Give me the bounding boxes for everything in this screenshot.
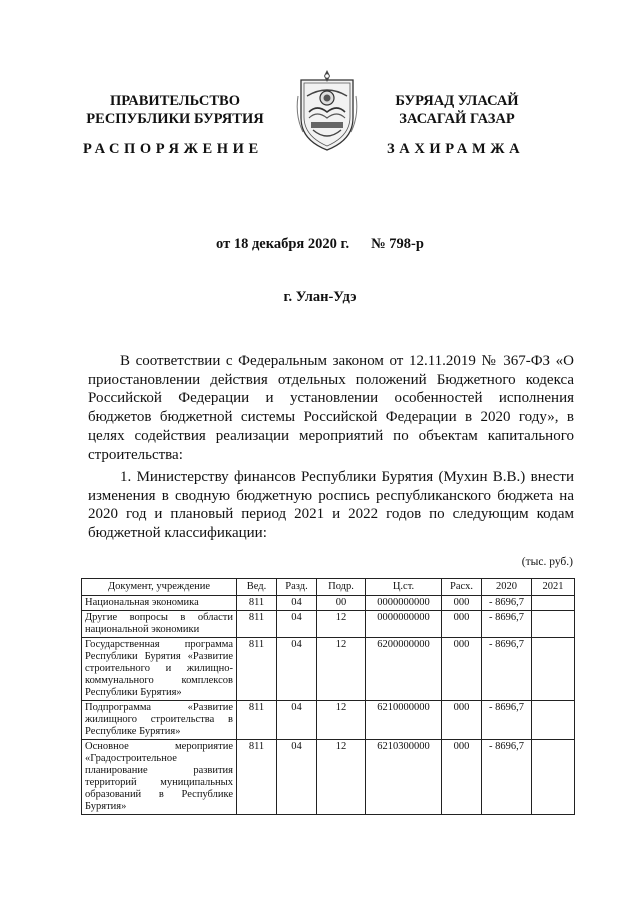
order-date: от 18 декабря 2020 г. [216,236,350,252]
cell-document: Другие вопросы в области национальной экономики [82,611,237,638]
cell-2021 [532,638,575,701]
cell-expense-type: 000 [442,611,482,638]
cell-subsection: 00 [317,596,366,611]
cell-2020: - 8696,7 [482,611,532,638]
table-row [82,611,575,638]
order-city: г. Улан-Удэ [283,289,357,305]
cell-target-article: 6210300000 [366,740,442,815]
cell-2020: - 8696,7 [482,740,532,815]
table-row [82,596,575,611]
cell-expense-type: 000 [442,638,482,701]
org-name-buryat-line1: БУРЯАД УЛАСАЙ [395,93,519,109]
header-year-2021: 2021 [532,579,575,596]
cell-target-article: 0000000000 [366,596,442,611]
cell-section: 04 [277,701,317,740]
table-header-row [82,579,575,596]
cell-document: Подпрограмма «Развитие жилищного строительства в Республике Бурятия» [82,701,237,740]
budget-classification-table [81,578,575,815]
header-subsection: Подр. [317,579,366,596]
cell-target-article: 6200000000 [366,638,442,701]
cell-expense-type: 000 [442,701,482,740]
republic-of-buryatia-coat-of-arms-icon [295,66,359,152]
table-row [82,638,575,701]
cell-section: 04 [277,638,317,701]
cell-section: 04 [277,596,317,611]
cell-expense-type: 000 [442,596,482,611]
government-header-russian [75,92,275,128]
cell-department: 811 [237,740,277,815]
cell-2021 [532,740,575,815]
cell-2021 [532,596,575,611]
cell-2020: - 8696,7 [482,638,532,701]
cell-department: 811 [237,638,277,701]
cell-department: 811 [237,701,277,740]
cell-subsection: 12 [317,740,366,815]
header-expense-type: Расх. [442,579,482,596]
cell-target-article: 0000000000 [366,611,442,638]
document-kind-buryat: ЗАХИРАМЖА [387,141,525,157]
government-header-buryat [372,92,542,128]
cell-2021 [532,701,575,740]
header-year-2020: 2020 [482,579,532,596]
order-number: № 798-р [371,236,424,252]
cell-subsection: 12 [317,611,366,638]
cell-2020: - 8696,7 [482,596,532,611]
cell-2020: - 8696,7 [482,701,532,740]
cell-subsection: 12 [317,638,366,701]
cell-document: Национальная экономика [82,596,237,611]
cell-subsection: 12 [317,701,366,740]
org-name-line1: ПРАВИТЕЛЬСТВО [110,93,240,109]
cell-section: 04 [277,611,317,638]
cell-document: Государственная программа Республики Бурятия «Развитие строительного и жилищно-коммунального комплексов Республики Бурятия» [82,638,237,701]
cell-2021 [532,611,575,638]
table-row [82,701,575,740]
org-name-line2: РЕСПУБЛИКИ БУРЯТИЯ [86,111,264,127]
cell-document: Основное мероприятие «Градостроительное планирование развития территорий муниципальных образований в Республике Бурятия» [82,740,237,815]
cell-department: 811 [237,611,277,638]
header-section: Разд. [277,579,317,596]
cell-section: 04 [277,740,317,815]
header-target-article: Ц.ст. [366,579,442,596]
cell-department: 811 [237,596,277,611]
org-name-buryat-line2: ЗАСАГАЙ ГАЗАР [399,111,515,127]
order-date-line [0,236,640,253]
header-document: Документ, учреждение [82,579,237,596]
preamble-paragraph: В соответствии с Федеральным законом от 12.11.2019 № 367-ФЗ «О приостановлении действия отдельных положений Бюджетного кодекса Российской Федерации и установлении особенностей исполнения бюджетов бюджетной системы Российской Федерации в 2020 году», в целях содействия реализации мероприятий по объектам капитального строительства: [88,353,574,463]
cell-target-article: 6210000000 [366,701,442,740]
cell-expense-type: 000 [442,740,482,815]
document-kind-russian: РАСПОРЯЖЕНИЕ [83,141,263,157]
instruction-paragraph-1: 1. Министерству финансов Республики Бурятия (Мухин В.В.) внести изменения в сводную бюджетную роспись республиканского бюджета на 2020 год и плановый период 2021 и 2022 годов по следующим кодам бюджетной классификации: [88,469,574,542]
table-units: (тыс. руб.) [521,556,573,568]
header-department: Вед. [237,579,277,596]
table-row [82,740,575,815]
